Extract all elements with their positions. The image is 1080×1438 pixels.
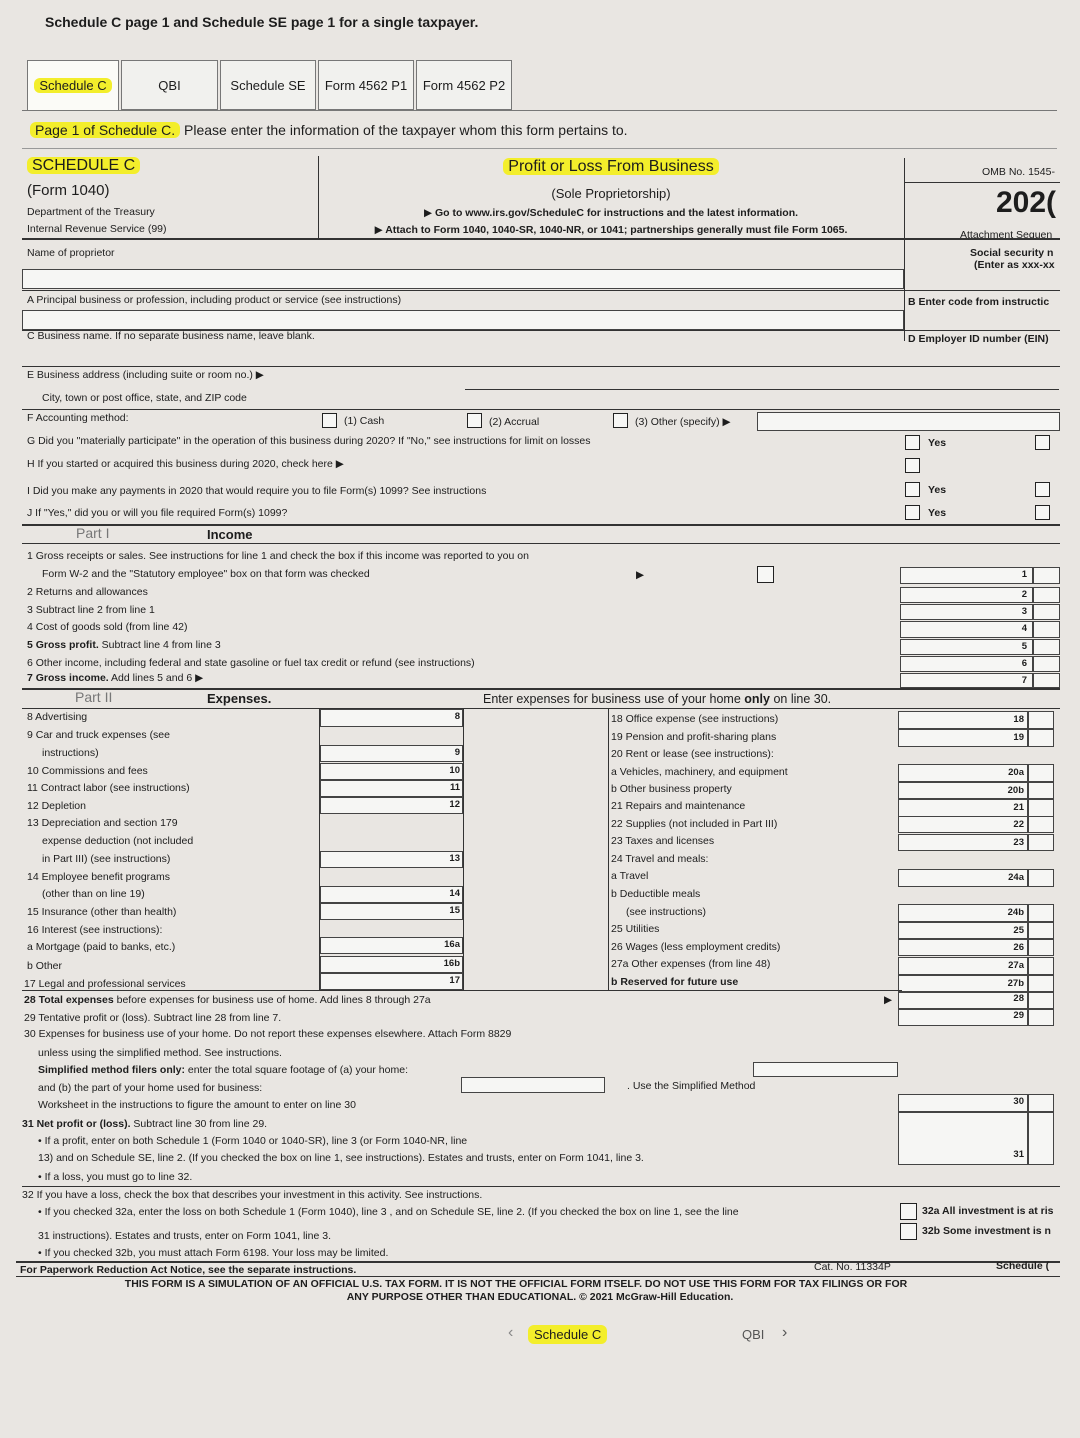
schedule-title: SCHEDULE C bbox=[27, 157, 140, 174]
total-cents-input[interactable] bbox=[1028, 992, 1054, 1009]
tab-label: Form 4562 P2 bbox=[422, 77, 506, 93]
part1-label: Part I bbox=[76, 525, 110, 541]
name-input[interactable] bbox=[22, 269, 904, 289]
other-method-checkbox[interactable] bbox=[613, 413, 628, 428]
expense-line-number: 20b bbox=[1007, 785, 1024, 796]
expense-line-number: 21 bbox=[1013, 802, 1024, 813]
expense-label: 27a Other expenses (from line 48) bbox=[611, 958, 771, 970]
expense-label: a Travel bbox=[611, 870, 649, 882]
tab-schedule-c[interactable] bbox=[27, 60, 119, 110]
expense-label: 23 Taxes and licenses bbox=[611, 835, 715, 847]
part1-line-number: 1 bbox=[1021, 569, 1027, 580]
schedule-footer: Schedule ( bbox=[996, 1260, 1050, 1272]
line31-text-e: • If a loss, you must go to line 32. bbox=[38, 1171, 193, 1183]
page-header: Schedule C page 1 and Schedule SE page 1 for a single taxpayer. bbox=[45, 14, 479, 30]
expense-cents-input[interactable] bbox=[1028, 869, 1054, 887]
32b-label: 32b Some investment is n bbox=[922, 1225, 1051, 1237]
expense-label: 8 Advertising bbox=[27, 711, 88, 723]
total-line-number: 30 bbox=[1013, 1096, 1024, 1107]
line30-text: 30 Expenses for business use of your home. Do not report these expenses elsewhere. Attach Form 8829 bbox=[24, 1028, 512, 1040]
code-label: B Enter code from instructic bbox=[908, 296, 1050, 308]
other-method-input[interactable] bbox=[757, 412, 1060, 431]
line7-bold: 7 Gross income. bbox=[27, 672, 109, 684]
expense-cents-input[interactable] bbox=[1028, 711, 1054, 729]
main-title: Profit or Loss From Business bbox=[503, 158, 718, 175]
line30-text-e: . Use the Simplified Method bbox=[627, 1080, 756, 1092]
i-question: I Did you make any payments in 2020 that would require you to file Form(s) 1099? See instructions bbox=[27, 485, 487, 497]
expense-label: 24 Travel and meals: bbox=[611, 853, 709, 865]
line31-text-c: • If a profit, enter on both Schedule 1 (Form 1040 or 1040-SR), line 3 (or Form 1040-NR, line bbox=[38, 1135, 468, 1147]
part1-cents-input[interactable] bbox=[1033, 567, 1060, 584]
total-cents-input[interactable] bbox=[1028, 1112, 1054, 1165]
h-question: H If you started or acquired this business during 2020, check here ▶ bbox=[27, 458, 344, 470]
part1-line-number: 4 bbox=[1021, 623, 1027, 634]
ein-label: D Employer ID number (EIN) bbox=[908, 333, 1049, 345]
expense-label: 21 Repairs and maintenance bbox=[611, 800, 746, 812]
line29-text: 29 Tentative profit or (loss). Subtract line 28 from line 7. bbox=[24, 1012, 282, 1024]
ssn-format: (Enter as xxx-xx bbox=[974, 259, 1055, 271]
line30-text-f: Worksheet in the instructions to figure the amount to enter on line 30 bbox=[38, 1099, 356, 1111]
expense-line-number: 15 bbox=[449, 905, 460, 916]
j-question: J If "Yes," did you or will you file required Form(s) 1099? bbox=[27, 507, 288, 519]
cat-number: Cat. No. 11334P bbox=[814, 1261, 891, 1273]
expense-label: 13 Depreciation and section 179 bbox=[27, 817, 178, 829]
expense-label: 17 Legal and professional services bbox=[24, 978, 186, 990]
line31-text bbox=[22, 1118, 267, 1130]
expense-label: in Part III) (see instructions) bbox=[42, 853, 171, 865]
expense-cents-input[interactable] bbox=[1028, 922, 1054, 939]
expense-label: 26 Wages (less employment credits) bbox=[611, 941, 781, 953]
part1-cents-input[interactable] bbox=[1033, 587, 1060, 603]
expense-line-number: 11 bbox=[449, 782, 460, 793]
line28-rest: before expenses for business use of home. Add lines 8 through 27a bbox=[113, 994, 431, 1006]
accounting-method-label: F Accounting method: bbox=[27, 412, 129, 424]
total-line-number: 29 bbox=[1013, 1010, 1024, 1021]
expense-line-number: 22 bbox=[1013, 819, 1024, 830]
line28-bold: 28 Total expenses bbox=[24, 994, 114, 1006]
part1-line-number: 7 bbox=[1021, 675, 1027, 686]
g-yes-label: Yes bbox=[928, 437, 947, 449]
attach-text: ▶ Attach to Form 1040, 1040-SR, 1040-NR, or 1041; partnerships generally must file Form 1065. bbox=[374, 224, 848, 236]
arrow-icon: ▶ bbox=[636, 569, 645, 581]
total-line-number: 31 bbox=[1013, 1149, 1024, 1160]
g-no-checkbox[interactable] bbox=[1035, 435, 1050, 450]
expense-label: 15 Insurance (other than health) bbox=[27, 906, 177, 918]
disclaimer-1: THIS FORM IS A SIMULATION OF AN OFFICIAL U.S. TAX FORM. IT IS NOT THE OFFICIAL FORM ITSELF. DO NOT USE THIS FORM FOR TAX FILINGS OR FOR bbox=[124, 1278, 908, 1290]
subtitle: (Sole Proprietorship) bbox=[551, 186, 671, 201]
line32-text-d: • If you checked 32b, you must attach Form 6198. Your loss may be limited. bbox=[38, 1247, 389, 1259]
department: Department of the Treasury bbox=[27, 206, 155, 218]
part2-note bbox=[483, 692, 831, 706]
expense-label: 10 Commissions and fees bbox=[27, 765, 148, 777]
expense-label: 18 Office expense (see instructions) bbox=[611, 713, 779, 725]
principal-business-label: A Principal business or profession, including product or service (see instructions) bbox=[27, 294, 402, 306]
expense-line-number: 16a bbox=[444, 939, 460, 950]
g-question: G Did you "materially participate" in the operation of this business during 2020? If "No," see instructions for limit on losses bbox=[27, 435, 591, 447]
ssn-label: Social security n bbox=[970, 247, 1054, 259]
prev-chevron-icon[interactable]: ‹ bbox=[508, 1324, 514, 1341]
attachment-seq: Attachment Sequen bbox=[960, 229, 1053, 241]
tab-form-4562-p1[interactable] bbox=[318, 60, 414, 110]
j-yes-label: Yes bbox=[928, 507, 947, 519]
line32-text: 32 If you have a loss, check the box that describes your investment in this activity. See instructions. bbox=[22, 1189, 483, 1201]
part1-cents-input[interactable] bbox=[1033, 604, 1060, 620]
expense-cents-input[interactable] bbox=[1028, 939, 1054, 956]
intro-text bbox=[30, 122, 628, 138]
line30-text-b: unless using the simplified method. See instructions. bbox=[38, 1047, 282, 1059]
business-address-label: E Business address (including suite or room no.) ▶ bbox=[27, 369, 264, 381]
expense-line-number: 17 bbox=[449, 975, 460, 986]
expense-line-number: 26 bbox=[1013, 942, 1024, 953]
line32-text-c: 31 instructions). Estates and trusts, enter on Form 1041, line 3. bbox=[38, 1230, 331, 1242]
line1-text-cont: Form W-2 and the "Statutory employee" box on that form was checked bbox=[42, 568, 370, 580]
expense-label: a Vehicles, machinery, and equipment bbox=[611, 766, 788, 778]
principal-business-input[interactable] bbox=[22, 310, 904, 330]
part2-label: Part II bbox=[75, 689, 113, 705]
expense-label: b Deductible meals bbox=[611, 888, 701, 900]
line32-text-b: • If you checked 32a, enter the loss on both Schedule 1 (Form 1040), line 3 , and on Schedule SE, line 2. (If you checked the box on line 1, see the line bbox=[38, 1206, 739, 1218]
business-name-label: C Business name. If no separate business name, leave blank. bbox=[27, 330, 315, 342]
expense-label: 12 Depletion bbox=[27, 800, 86, 812]
line2-text: 2 Returns and allowances bbox=[27, 586, 148, 598]
expense-line-number: 20a bbox=[1008, 767, 1024, 778]
expense-line-number: 23 bbox=[1013, 837, 1024, 848]
disclaimer-2: ANY PURPOSE OTHER THAN EDUCATIONAL. © 2021 McGraw-Hill Education. bbox=[346, 1291, 734, 1303]
part2-note-c: on line 30. bbox=[769, 692, 832, 706]
line6-text: 6 Other income, including federal and state gasoline or fuel tax credit or refund (see instructions) bbox=[27, 657, 475, 669]
column-divider bbox=[463, 708, 464, 990]
tab-form-4562-p2[interactable] bbox=[416, 60, 512, 110]
expense-line-number: 10 bbox=[449, 765, 460, 776]
line30-text-d: and (b) the part of your home used for business: bbox=[38, 1082, 263, 1094]
accrual-label: (2) Accrual bbox=[489, 416, 540, 428]
expense-label: 11 Contract labor (see instructions) bbox=[27, 782, 190, 794]
expense-label: b Other bbox=[27, 960, 63, 972]
tab-qbi[interactable] bbox=[121, 60, 218, 110]
expense-label: 25 Utilities bbox=[611, 923, 660, 935]
tax-year: 202( bbox=[996, 186, 1057, 219]
accrual-checkbox[interactable] bbox=[467, 413, 482, 428]
form-number: (Form 1040) bbox=[27, 182, 110, 199]
omb-number: OMB No. 1545- bbox=[982, 166, 1055, 178]
arrow-icon: ▶ bbox=[884, 994, 893, 1006]
expense-line-number: 8 bbox=[454, 711, 460, 722]
cash-checkbox[interactable] bbox=[322, 413, 337, 428]
expense-label: (see instructions) bbox=[626, 906, 706, 918]
part1-title: Income bbox=[207, 527, 253, 542]
tab-schedule-se[interactable] bbox=[220, 60, 316, 110]
expense-line-number: 19 bbox=[1013, 732, 1024, 743]
expense-line-number: 9 bbox=[454, 747, 460, 758]
expense-line-number: 25 bbox=[1013, 925, 1024, 936]
expense-label: expense deduction (not included bbox=[42, 835, 194, 847]
expense-line-number: 16b bbox=[443, 958, 460, 969]
expense-label: 16 Interest (see instructions): bbox=[27, 924, 163, 936]
line5-rest: Subtract line 4 from line 3 bbox=[98, 639, 221, 651]
expense-line-number: 24a bbox=[1008, 872, 1024, 883]
tab-label: QBI bbox=[158, 77, 181, 93]
cash-label: (1) Cash bbox=[344, 415, 385, 427]
home-sqft-input[interactable] bbox=[753, 1062, 898, 1077]
expense-cents-input[interactable] bbox=[1028, 729, 1054, 747]
expense-label: (other than on line 19) bbox=[42, 888, 145, 900]
city-label: City, town or post office, state, and ZIP code bbox=[42, 392, 247, 404]
expense-cents-input[interactable] bbox=[1028, 764, 1054, 782]
expense-label: 9 Car and truck expenses (see bbox=[27, 729, 170, 741]
next-chevron-icon[interactable]: › bbox=[782, 1324, 788, 1341]
total-cents-input[interactable] bbox=[1028, 1009, 1054, 1026]
line5-text bbox=[27, 639, 221, 651]
goto-text: ▶ Go to www.irs.gov/ScheduleC for instructions and the latest information. bbox=[423, 207, 799, 219]
part2-note-b: only bbox=[744, 692, 770, 706]
expense-label: b Other business property bbox=[611, 783, 732, 795]
expense-label: b Reserved for future use bbox=[611, 976, 739, 988]
i-yes-label: Yes bbox=[928, 484, 947, 496]
line5-bold: 5 Gross profit. bbox=[27, 639, 99, 651]
part1-line-number: 6 bbox=[1021, 658, 1027, 669]
pra-notice: For Paperwork Reduction Act Notice, see the separate instructions. bbox=[20, 1264, 357, 1276]
part1-cents-input[interactable] bbox=[1033, 621, 1060, 638]
line28-text bbox=[24, 994, 431, 1006]
expense-cents-input[interactable] bbox=[1028, 782, 1054, 799]
total-line-number: 28 bbox=[1013, 993, 1024, 1004]
part2-title: Expenses. bbox=[207, 691, 272, 706]
line31-rest: Subtract line 30 from line 29. bbox=[130, 1118, 268, 1130]
32b-checkbox[interactable] bbox=[900, 1223, 917, 1240]
expense-cents-input[interactable] bbox=[1028, 904, 1054, 922]
expense-cents-input[interactable] bbox=[1028, 957, 1054, 975]
line30-rest: enter the total square footage of (a) your home: bbox=[185, 1064, 408, 1076]
irs-label: Internal Revenue Service (99) bbox=[27, 223, 167, 235]
expense-cents-input[interactable] bbox=[1028, 799, 1054, 817]
line3-text: 3 Subtract line 2 from line 1 bbox=[27, 604, 155, 616]
expense-label: 22 Supplies (not included in Part III) bbox=[611, 818, 778, 830]
part1-cents-input[interactable] bbox=[1033, 639, 1060, 655]
business-sqft-input[interactable] bbox=[461, 1077, 605, 1093]
h-checkbox[interactable] bbox=[905, 458, 920, 473]
line1-text: 1 Gross receipts or sales. See instructions for line 1 and check the box if this income was reported to you on bbox=[27, 550, 529, 562]
prev-page-button[interactable]: Schedule C bbox=[528, 1325, 607, 1344]
intro-rest: Please enter the information of the taxpayer whom this form pertains to. bbox=[180, 122, 628, 138]
expense-label: a Mortgage (paid to banks, etc.) bbox=[27, 941, 176, 953]
part2-note-a: Enter expenses for business use of your home bbox=[483, 692, 745, 706]
expense-line-number: 18 bbox=[1013, 714, 1024, 725]
line31-text-d: 13) and on Schedule SE, line 2. (If you checked the box on line 1, see instructions). Estates and trusts, enter on Form 1041, line 3. bbox=[38, 1152, 644, 1164]
total-cents-input[interactable] bbox=[1028, 1094, 1054, 1112]
expense-line-number: 27b bbox=[1007, 978, 1024, 989]
expense-label: 14 Employee benefit programs bbox=[27, 871, 170, 883]
expense-cents-input[interactable] bbox=[1028, 975, 1054, 992]
tab-label: Schedule SE bbox=[230, 77, 306, 93]
expense-label: instructions) bbox=[42, 747, 99, 759]
32a-checkbox[interactable] bbox=[900, 1203, 917, 1220]
part1-cents-input[interactable] bbox=[1033, 656, 1060, 672]
expense-cents-input[interactable] bbox=[1028, 834, 1054, 851]
line7-text bbox=[27, 672, 203, 684]
expense-line-number: 27a bbox=[1008, 960, 1024, 971]
j-yes-checkbox[interactable] bbox=[905, 505, 920, 520]
expense-label: 19 Pension and profit-sharing plans bbox=[611, 731, 777, 743]
part1-line-number: 3 bbox=[1021, 606, 1027, 617]
i-no-checkbox[interactable] bbox=[1035, 482, 1050, 497]
32a-label: 32a All investment is at ris bbox=[922, 1205, 1054, 1217]
expense-cents-input[interactable] bbox=[1028, 816, 1054, 833]
line30-bold: Simplified method filers only: bbox=[38, 1064, 186, 1076]
j-no-checkbox[interactable] bbox=[1035, 505, 1050, 520]
line30-text-c bbox=[38, 1064, 408, 1076]
statutory-employee-checkbox[interactable] bbox=[757, 566, 774, 583]
next-page-button[interactable]: QBI bbox=[742, 1327, 765, 1342]
part1-line-number: 5 bbox=[1021, 641, 1027, 652]
line31-bold: 31 Net profit or (loss). bbox=[22, 1118, 131, 1130]
part1-cents-input[interactable] bbox=[1033, 673, 1060, 688]
expense-line-number: 12 bbox=[449, 799, 460, 810]
line4-text: 4 Cost of goods sold (from line 42) bbox=[27, 621, 188, 633]
g-yes-checkbox[interactable] bbox=[905, 435, 920, 450]
name-label: Name of proprietor bbox=[27, 247, 115, 259]
column-divider bbox=[608, 708, 609, 990]
other-method-label: (3) Other (specify) ▶ bbox=[635, 416, 731, 428]
i-yes-checkbox[interactable] bbox=[905, 482, 920, 497]
part1-line-number: 2 bbox=[1021, 589, 1027, 600]
intro-highlight: Page 1 of Schedule C. bbox=[30, 122, 180, 138]
tab-label: Form 4562 P1 bbox=[324, 77, 408, 93]
line7-rest: Add lines 5 and 6 ▶ bbox=[108, 672, 204, 684]
expense-line-number: 13 bbox=[449, 853, 460, 864]
expense-label: 20 Rent or lease (see instructions): bbox=[611, 748, 774, 760]
expense-line-number: 14 bbox=[449, 888, 460, 899]
expense-line-number: 24b bbox=[1007, 907, 1024, 918]
tab-label: Schedule C bbox=[34, 78, 111, 93]
